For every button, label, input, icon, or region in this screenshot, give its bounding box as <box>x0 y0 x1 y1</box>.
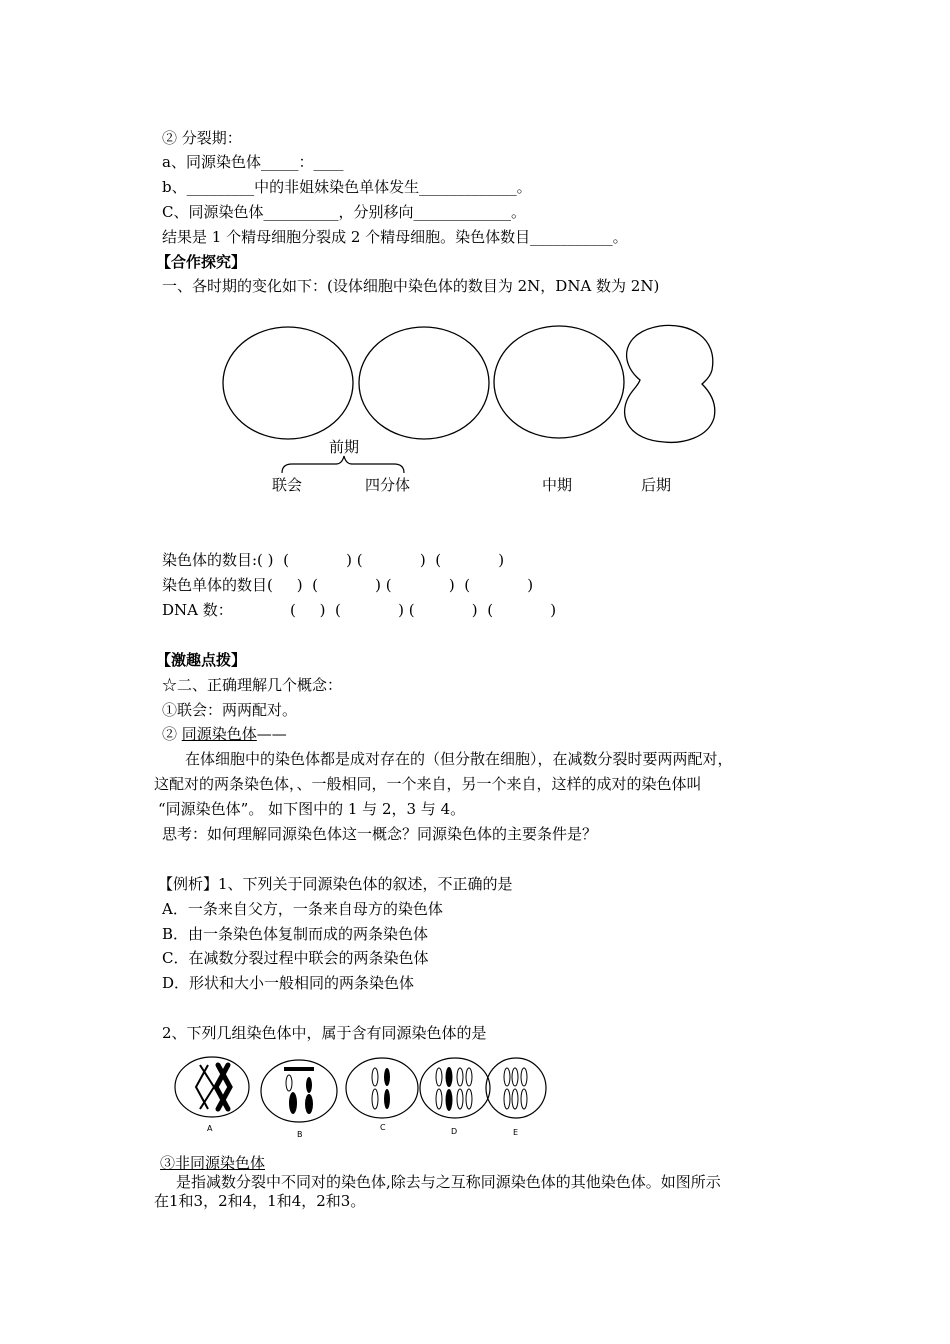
para-line-3: “同源染色体”。 如下图中的 1 与 2，3 与 4。 <box>158 800 466 818</box>
para-line-4: 思考：如何理解同源染色体这一概念？同源染色体的主要条件是？ <box>162 825 598 843</box>
cell-tetrad <box>359 327 489 439</box>
question-1: 【例析】1、下列关于同源染色体的叙述，不正确的是 <box>158 875 513 893</box>
label-synapsis: 联会 <box>272 476 303 494</box>
label-a: A <box>207 1124 213 1133</box>
option-a: A．一条来自父方，一条来自母方的染色体 <box>162 900 443 918</box>
label-prophase: 前期 <box>329 438 360 456</box>
label-metaphase: 中期 <box>542 476 573 494</box>
row-chromosome-count: 染色体的数目:( ) ( ) ( ) ( ) <box>162 551 505 569</box>
row-chromatid-count: 染色单体的数目( ) ( ) ( ) ( ) <box>162 576 534 594</box>
set-a-chromosomes <box>196 1065 230 1109</box>
cell-diagram <box>0 310 950 540</box>
question-2: 2、下列几组染色体中，属于含有同源染色体的是 <box>162 1024 487 1042</box>
set-e-chromosomes <box>504 1068 527 1109</box>
label-e: E <box>513 1128 519 1137</box>
line-homologous-title <box>162 724 287 744</box>
label-c: C <box>380 1123 386 1132</box>
para-line-2: 这配对的两条染色体，、一般相同，一个来自，另一个来自，这样的成对的染色体叫 <box>154 775 702 793</box>
row-dna-count: DNA 数： ( ) ( ) ( ) ( ) <box>162 601 557 619</box>
cell-metaphase <box>494 326 624 438</box>
option-d: D．形状和大小一般相同的两条染色体 <box>162 974 415 992</box>
heading-cooperative: 【合作探究】 <box>156 253 247 271</box>
set-c-chromosomes <box>372 1068 390 1109</box>
heading-nonhomologous: ③非同源染色体 <box>160 1154 266 1172</box>
label-b: B <box>297 1130 303 1139</box>
homologous-term: 同源染色体 <box>181 725 257 743</box>
set-d-chromosomes <box>436 1067 472 1111</box>
cell-anaphase <box>625 325 715 442</box>
line-concepts: ☆二、正确理解几个概念： <box>162 676 343 694</box>
line-division-stage: ② 分裂期： <box>162 129 242 147</box>
set-d-cell <box>420 1058 490 1118</box>
heading-insight: 【激趣点拨】 <box>156 651 247 669</box>
label-d: D <box>451 1127 458 1136</box>
line-a: a、同源染色体_____：____ <box>162 153 344 171</box>
chromosome-sets-figure <box>0 1055 950 1140</box>
line-changes: 一、各时期的变化如下：(设体细胞中染色体的数目为 2N，DNA 数为 2N) <box>162 277 660 295</box>
label-anaphase: 后期 <box>641 476 672 494</box>
set-c-cell <box>346 1058 418 1118</box>
line-b: b、_________中的非姐妹染色单体发生_____________。 <box>162 178 532 196</box>
circle-2: ② <box>162 725 182 743</box>
nonhomologous-line-2: 在1和3，2和4，1和4，2和3。 <box>154 1192 366 1210</box>
label-tetrad: 四分体 <box>365 476 411 494</box>
set-b-chromosomes <box>284 1067 314 1114</box>
line-result: 结果是 1 个精母细胞分裂成 2 个精母细胞。染色体数目___________。 <box>162 228 628 246</box>
line-synapsis-def: ①联会：两两配对。 <box>162 701 298 719</box>
para-line-1: 在体细胞中的染色体都是成对存在的（但分散在细胞），在减数分裂时要两两配对， <box>185 750 733 768</box>
option-c: C．在减数分裂过程中联会的两条染色体 <box>162 949 429 967</box>
set-a-cell <box>175 1057 249 1117</box>
nonhomologous-line-1: 是指减数分裂中不同对的染色体,除去与之互称同源染色体的其他染色体。如图所示 <box>176 1173 721 1191</box>
dash: —— <box>256 725 287 743</box>
line-c: C、同源染色体__________，分别移向_____________。 <box>162 203 526 221</box>
option-b: B．由一条染色体复制而成的两条染色体 <box>162 925 429 943</box>
cell-synapsis <box>223 327 353 439</box>
prophase-brace <box>282 456 404 473</box>
